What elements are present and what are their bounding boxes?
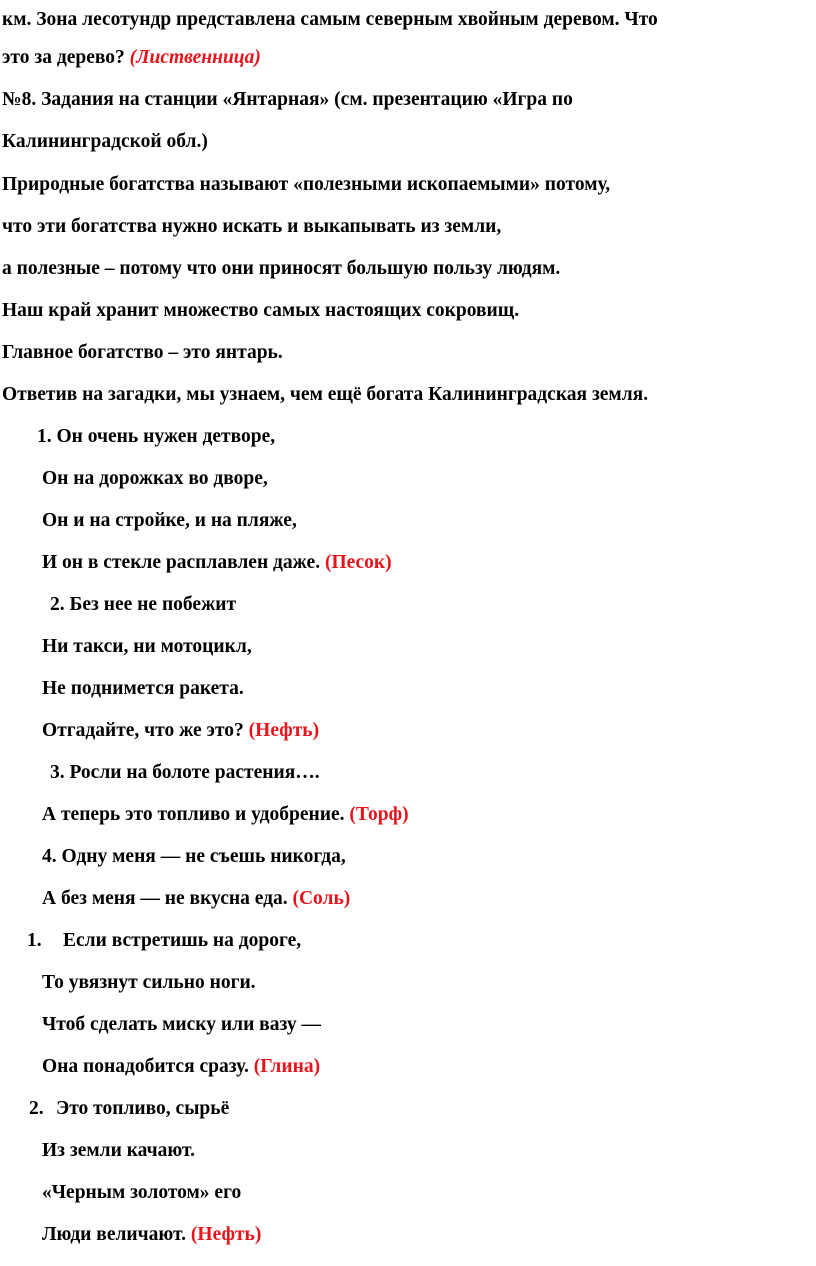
task-title-line-2: Калининградской обл.) [2,131,208,152]
riddle-5-line-1-text: Если встретишь на дороге, [63,930,302,951]
intro-question: это за дерево? [2,47,130,68]
list-number: 2. [29,1098,44,1119]
riddle-3-line-1: 3. Росли на болоте растения…. [50,762,320,783]
answer-sand: (Песок) [324,552,392,573]
riddle-3-line-2 [42,803,409,827]
task-text-line-5: Главное богатство – это янтарь. [2,342,283,363]
riddle-1-line-1: 1. Он очень нужен детворе, [37,426,276,447]
task-text-line-2: что эти богатства нужно искать и выкапывать из земли, [2,216,502,237]
riddle-1-line-4-text: И он в стекле расплавлен даже. [42,552,325,573]
riddle-1-line-3: Он и на стройке, и на пляже, [42,510,297,531]
riddle-2-line-3: Не поднимется ракета. [42,678,244,699]
task-text-line-1: Природные богатства называют «полезными ископаемыми» потому, [2,174,611,195]
task-text-line-3: а полезные – потому что они приносят большую пользу людям. [2,258,561,279]
riddle-3-line-2-text: А теперь это топливо и удобрение. [42,804,350,825]
answer-peat: (Торф) [349,804,409,825]
list-number: 1. [27,930,42,951]
riddle-2-line-1: 2. Без нее не побежит [50,594,237,615]
answer-oil-2: (Нефть) [190,1224,262,1245]
riddle-2-line-4-text: Отгадайте, что же это? [42,720,249,741]
task-text-line-6: Ответив на загадки, мы узнаем, чем ещё богата Калининградская земля. [2,384,649,405]
riddle-5-line-4 [42,1055,320,1079]
task-title-line-1: №8. Задания на станции «Янтарная» (см. презентацию «Игра по [2,89,573,110]
task-text-line-4: Наш край хранит множество самых настоящих сокровищ. [2,300,520,321]
riddle-2-line-2: Ни такси, ни мотоцикл, [42,636,252,657]
riddle-5-line-3: Чтоб сделать миску или вазу — [42,1014,322,1035]
riddle-6-line-3: «Черным золотом» его [42,1182,242,1203]
answer-salt: (Соль) [292,888,351,909]
riddle-5-line-4-text: Она понадобится сразу. [42,1056,254,1077]
riddle-6-line-4 [42,1223,261,1247]
riddle-6-line-2: Из земли качают. [42,1140,195,1161]
riddle-1-line-2: Он на дорожках во дворе, [42,468,268,489]
riddle-2-line-4 [42,719,319,743]
answer-larch: (Лиственница) [129,47,261,68]
riddle-1-line-4 [42,551,392,575]
intro-line-1: км. Зона лесотундр представлена самым северным хвойным деревом. Что [2,9,658,30]
riddle-6-line-4-text: Люди величают. [42,1224,191,1245]
riddle-4-line-2-text: А без меня — не вкусна еда. [42,888,293,909]
riddle-4-line-1: 4. Одну меня — не съешь никогда, [42,846,346,867]
riddle-5-line-1 [27,929,301,953]
answer-oil: (Нефть) [248,720,320,741]
answer-clay: (Глина) [253,1056,321,1077]
intro-line-2 [2,46,261,70]
riddle-6-line-1 [29,1097,229,1121]
riddle-4-line-2 [42,887,350,911]
riddle-5-line-2: То увязнут сильно ноги. [42,972,256,993]
riddle-6-line-1-text: Это топливо, сырьё [56,1098,230,1119]
